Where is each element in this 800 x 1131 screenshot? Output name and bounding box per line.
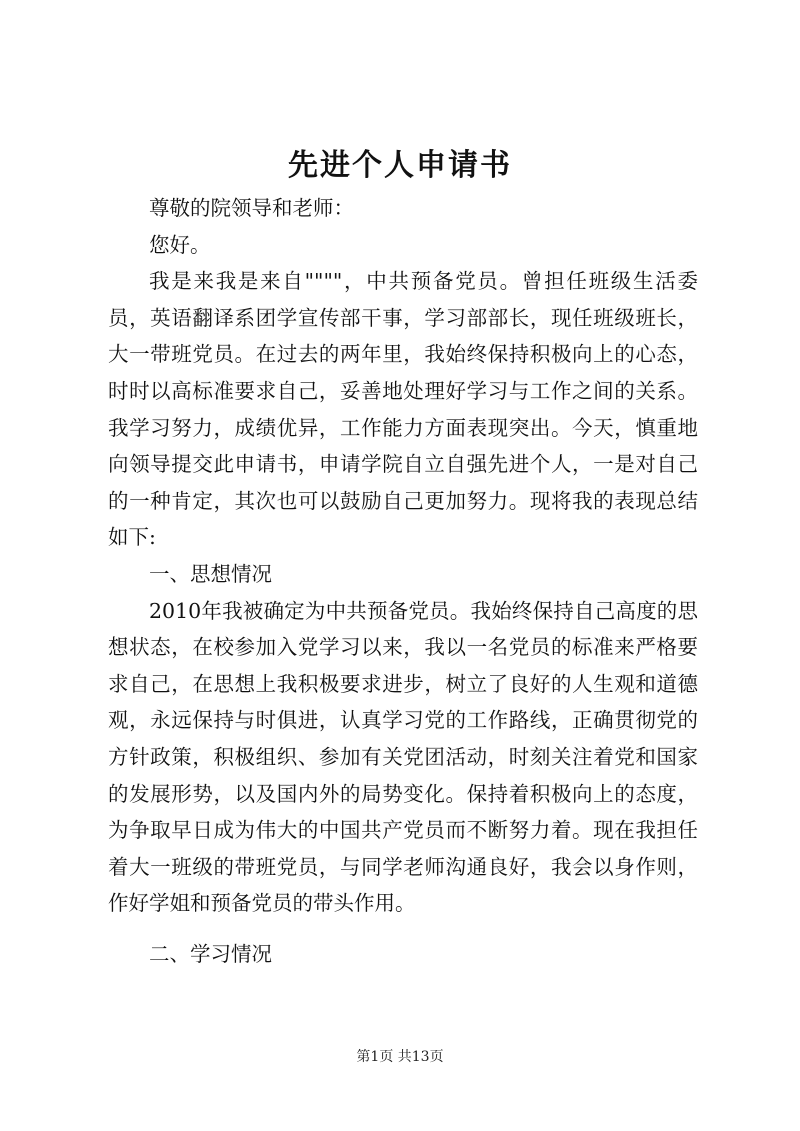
salutation: 尊敬的院领导和老师： — [149, 196, 354, 220]
section-heading-thought: 一、思想情况 — [149, 561, 272, 586]
greeting: 您好。 — [149, 232, 211, 257]
document-body — [108, 190, 698, 972]
document-title: 先进个人申请书 — [288, 148, 512, 183]
page-footer: 第1页 共13页 — [356, 1049, 444, 1065]
section-heading-study: 二、学习情况 — [149, 941, 272, 966]
intro-paragraph: 我是来我是来自""""，中共预备党员。曾担任班级生活委员，英语翻译系团学宣传部干事，学习部部长，现任班级班长，大一带班党员。在过去的两年里，我始终保持积极向上的心态，时时以高标准要求自己，妥善地处理好学习与工作之间的关系。我学习努力，成绩优异，工作能力方面表现突出。今天，慎重地向领导提交此申请书，申请学院自立自强先进个人，一是对自己的一种肯定，其次也可以鼓励自己更加努力。现将我的表现总结如下: — [108, 269, 698, 550]
thought-paragraph: 2010年我被确定为中共预备党员。我始终保持自己高度的思想状态，在校参加入党学习以来，我以一名党员的标准来严格要求自己，在思想上我积极要求进步，树立了良好的人生观和道德观，永远保持与时俱进，认真学习党的工作路线，正确贯彻党的方针政策，积极组织、参加有关党团活动，时刻关注着党和国家的发展形势，以及国内外的局势变化。保持着积极向上的态度，为争取早日成为伟大的中国共产党员而不断努力着。现在我担任着大一班级的带班党员，与同学老师沟通良好，我会以身作则，作好学姐和预备党员的带头作用。 — [108, 598, 698, 916]
